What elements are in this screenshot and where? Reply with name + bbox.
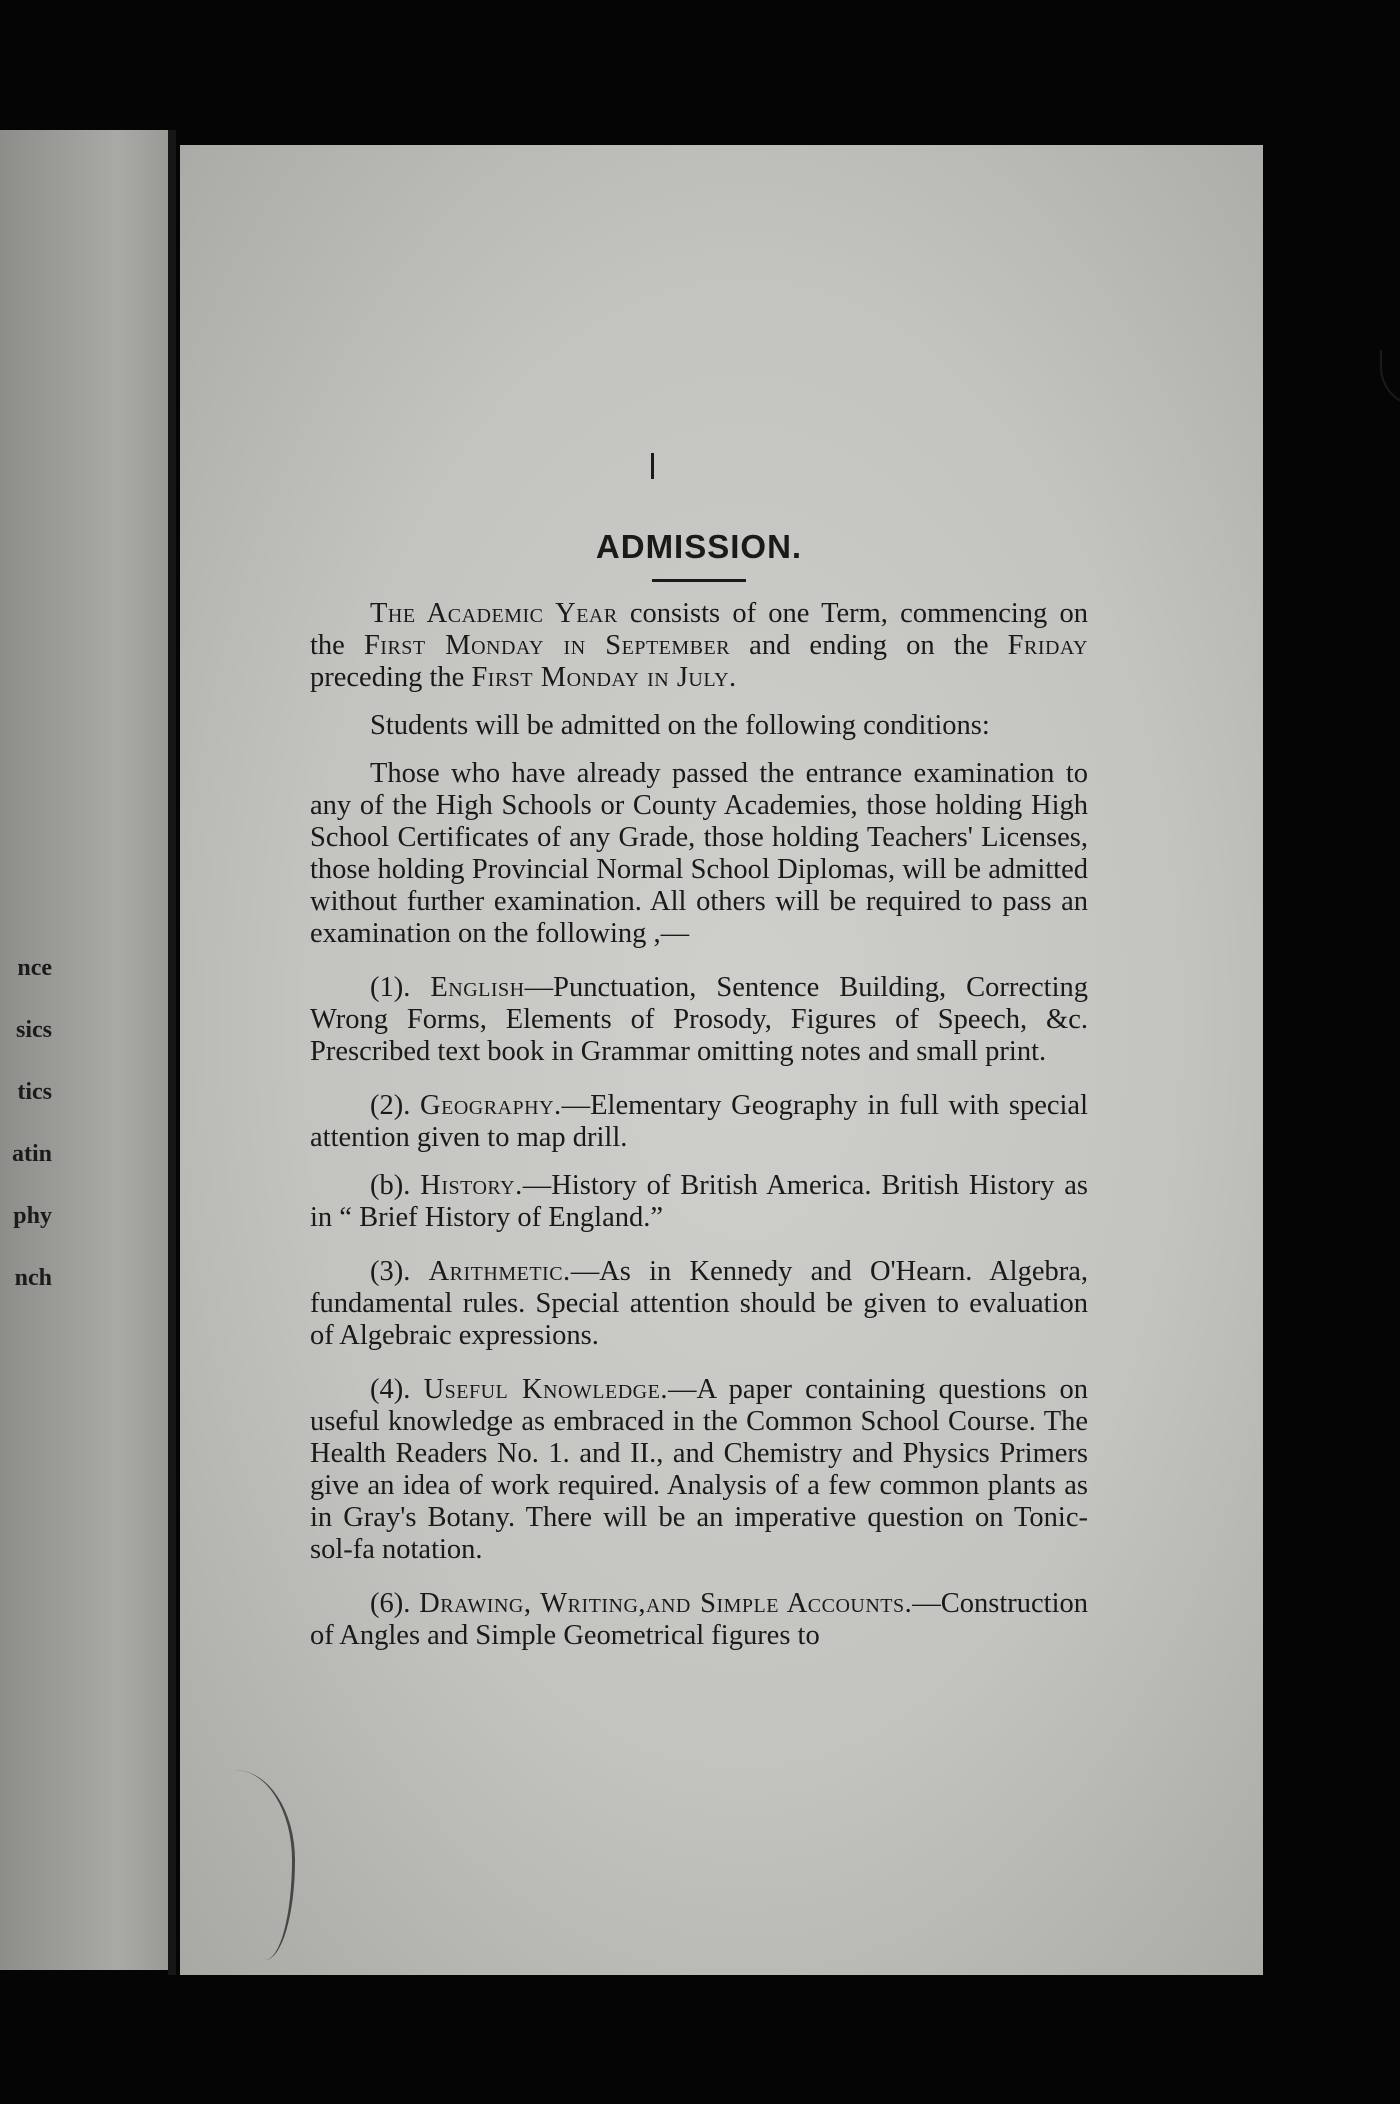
entrance-paragraph: Those who have already passed the entrance examination to any of the High Schools or County Academies, those holding High School Certificates of any Grade, those holding Teachers' Licenses, those holding Provincial Normal School Diplomas, will be admitted without further examination. All others will be required to pass an examination on the following ,— [310,758,1088,949]
paragraph-text: and ending on the [730,630,1008,661]
section-number: (b). [370,1170,411,1201]
facing-page [0,130,168,1970]
fragment-text: atin [11,1141,52,1167]
fragment-text: nce [17,955,52,981]
section-history [310,1170,1088,1234]
page-title: ADMISSION. [595,528,803,565]
section-heading: History. [420,1170,523,1201]
section-text: —Elementary Geography in full with special attention given to map drill. [310,1090,1089,1153]
academic-year-paragraph [310,598,1088,694]
title-rule [652,579,746,582]
section-useful-knowledge [310,1374,1088,1566]
term-phrase: First Monday in September [363,630,731,661]
paper-curl [1380,350,1400,407]
section-english [310,972,1088,1068]
section-text: —A paper containing questions on useful knowledge as embraced in the Common School Course. The Health Readers No. 1. and II., and Chemistry and Physics Primers give an idea of work required. Analysis of a few common plants as in Gray's Botany. There will be an imperative question on Tonic-sol-fa notation. [310,1374,1089,1565]
fragment-text: nch [14,1265,52,1291]
section-number: (1). [370,972,411,1003]
paragraph-text: consists of one Term, commencing on the [310,598,1088,661]
paragraph-text: preceding the [310,662,472,693]
section-number: (3). [370,1256,411,1287]
section-number: (2). [370,1090,411,1121]
fragment-text: sics [16,1017,52,1043]
section-heading: Useful Knowledge. [423,1374,668,1405]
printer-mark [651,453,654,479]
section-text: —History of British America. British History as in “ Brief History of England.” [310,1170,1088,1233]
section-geography [310,1090,1088,1154]
term-phrase: Friday [1007,630,1088,661]
term-phrase: The Academic Year [370,598,618,629]
section-heading: Arithmetic. [428,1256,571,1287]
section-text: —Construction of Angles and Simple Geometrical figures to [310,1588,1089,1651]
section-drawing [310,1588,1088,1652]
document-page [180,145,1263,1975]
conditions-paragraph: Students will be admitted on the following conditions: [370,710,990,741]
section-heading: Geography. [420,1090,562,1121]
section-heading: English [430,972,525,1003]
term-phrase: First Monday in July [471,662,730,693]
section-arithmetic [310,1256,1088,1352]
paragraph-text: . [729,662,737,693]
fragment-text: tics [17,1079,52,1105]
section-text: —As in Kennedy and O'Hearn. Algebra, fundamental rules. Special attention should be given to evaluation of Algebraic expressions. [310,1256,1088,1351]
page-content [310,525,1088,1668]
section-text: —Punctuation, Sentence Building, Correcting Wrong Forms, Elements of Prosody, Figures of Speech, &c. Prescribed text book in Grammar omitting notes and small print. [310,972,1088,1067]
section-heading: Drawing, Writing,and Simple Accounts. [419,1588,913,1619]
section-number: (6). [370,1588,411,1619]
fragment-text: phy [13,1203,52,1229]
section-number: (4). [370,1374,411,1405]
page-gutter [168,130,176,1975]
